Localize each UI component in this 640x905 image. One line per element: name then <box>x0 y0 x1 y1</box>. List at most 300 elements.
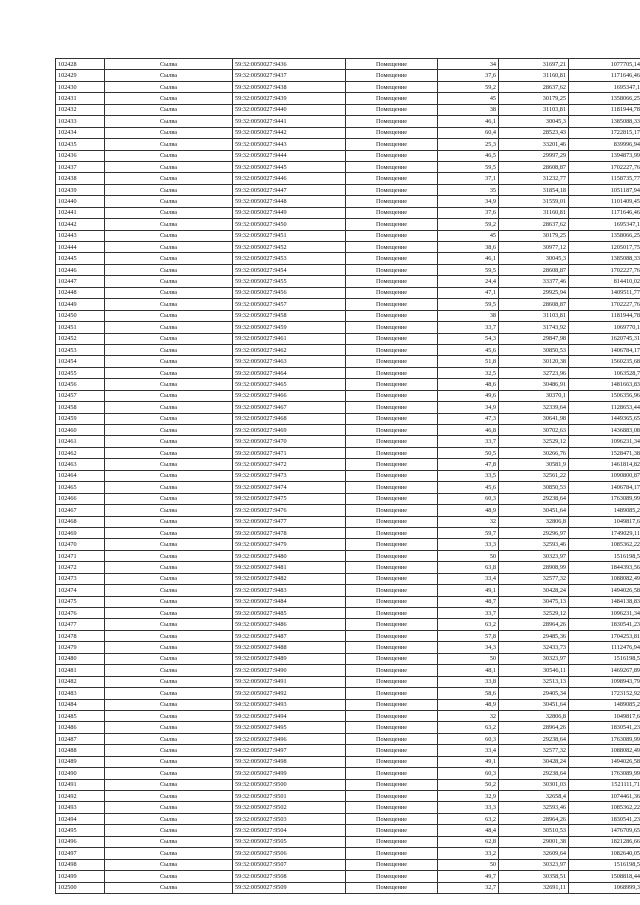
cadastral-number-cell: 59:32:0050027:9453 <box>233 253 346 264</box>
cadastral-number-cell: 59:32:0050027:9443 <box>233 139 346 150</box>
total-value-cell: 1171646,46 <box>569 207 640 218</box>
unit-value-cell: 28608,87 <box>499 161 569 172</box>
object-type-cell: Помещение <box>346 116 438 127</box>
unit-value-cell: 30370,1 <box>499 390 569 401</box>
record-number-cell: 102432 <box>56 104 105 115</box>
total-value-cell: 1702227,76 <box>569 264 640 275</box>
cadastral-number-cell: 59:32:0050027:9451 <box>233 230 346 241</box>
object-type-cell: Помещение <box>346 139 438 150</box>
locality-cell: Сылва <box>105 322 233 333</box>
total-value-cell: 1528471,38 <box>569 447 640 458</box>
object-type-cell: Помещение <box>346 367 438 378</box>
record-number-cell: 102495 <box>56 825 105 836</box>
cadastral-number-cell: 59:32:0050027:9505 <box>233 836 346 847</box>
cadastral-number-cell: 59:32:0050027:9504 <box>233 825 346 836</box>
unit-value-cell: 30451,64 <box>499 699 569 710</box>
cadastral-number-cell: 59:32:0050027:9499 <box>233 768 346 779</box>
table-row <box>56 710 640 721</box>
area-cell: 34 <box>438 59 499 70</box>
total-value-cell: 1695347,1 <box>569 219 640 230</box>
area-cell: 60,3 <box>438 493 499 504</box>
cadastral-number-cell: 59:32:0050027:9450 <box>233 219 346 230</box>
unit-value-cell: 29847,98 <box>499 333 569 344</box>
cadastral-number-cell: 59:32:0050027:9482 <box>233 573 346 584</box>
table-row <box>56 344 640 355</box>
cadastral-number-cell: 59:32:0050027:9489 <box>233 653 346 664</box>
area-cell: 32,9 <box>438 791 499 802</box>
locality-cell: Сылва <box>105 230 233 241</box>
object-type-cell: Помещение <box>346 539 438 550</box>
unit-value-cell: 29997,29 <box>499 150 569 161</box>
object-type-cell: Помещение <box>346 619 438 630</box>
table-row <box>56 665 640 676</box>
locality-cell: Сылва <box>105 836 233 847</box>
cadastral-number-cell: 59:32:0050027:9501 <box>233 791 346 802</box>
cadastral-number-cell: 59:32:0050027:9480 <box>233 550 346 561</box>
area-cell: 63,8 <box>438 562 499 573</box>
total-value-cell: 839996,94 <box>569 139 640 150</box>
unit-value-cell: 30850,53 <box>499 344 569 355</box>
unit-value-cell: 31559,01 <box>499 196 569 207</box>
total-value-cell: 1090800,87 <box>569 470 640 481</box>
table-row <box>56 482 640 493</box>
object-type-cell: Помещение <box>346 653 438 664</box>
object-type-cell: Помещение <box>346 585 438 596</box>
locality-cell: Сылва <box>105 653 233 664</box>
object-type-cell: Помещение <box>346 173 438 184</box>
cadastral-number-cell: 59:32:0050027:9445 <box>233 161 346 172</box>
unit-value-cell: 30179,25 <box>499 230 569 241</box>
cadastral-number-cell: 59:32:0050027:9471 <box>233 447 346 458</box>
table-row <box>56 516 640 527</box>
unit-value-cell: 31103,81 <box>499 310 569 321</box>
table-row <box>56 470 640 481</box>
locality-cell: Сылва <box>105 665 233 676</box>
cadastral-number-cell: 59:32:0050027:9476 <box>233 505 346 516</box>
table-row <box>56 310 640 321</box>
total-value-cell: 1484138,83 <box>569 596 640 607</box>
cadastral-number-cell: 59:32:0050027:9493 <box>233 699 346 710</box>
area-cell: 32,5 <box>438 367 499 378</box>
cadastral-number-cell: 59:32:0050027:9447 <box>233 184 346 195</box>
object-type-cell: Помещение <box>346 470 438 481</box>
unit-value-cell: 30475,13 <box>499 596 569 607</box>
total-value-cell: 1449365,65 <box>569 413 640 424</box>
unit-value-cell: 28523,43 <box>499 127 569 138</box>
area-cell: 63,2 <box>438 619 499 630</box>
record-number-cell: 102481 <box>56 665 105 676</box>
table-row <box>56 688 640 699</box>
unit-value-cell: 32529,12 <box>499 436 569 447</box>
table-row <box>56 699 640 710</box>
area-cell: 46,1 <box>438 116 499 127</box>
locality-cell: Сылва <box>105 482 233 493</box>
area-cell: 57,8 <box>438 630 499 641</box>
object-type-cell: Помещение <box>346 848 438 859</box>
object-type-cell: Помещение <box>346 402 438 413</box>
locality-cell: Сылва <box>105 562 233 573</box>
object-type-cell: Помещение <box>346 825 438 836</box>
total-value-cell: 1082640,05 <box>569 848 640 859</box>
table-row <box>56 630 640 641</box>
locality-cell: Сылва <box>105 848 233 859</box>
cadastral-number-cell: 59:32:0050027:9492 <box>233 688 346 699</box>
table-row <box>56 379 640 390</box>
locality-cell: Сылва <box>105 619 233 630</box>
unit-value-cell: 28637,62 <box>499 81 569 92</box>
unit-value-cell: 31103,81 <box>499 104 569 115</box>
table-row <box>56 59 640 70</box>
table-row <box>56 527 640 538</box>
table-row <box>56 322 640 333</box>
object-type-cell: Помещение <box>346 665 438 676</box>
cadastral-number-cell: 59:32:0050027:9461 <box>233 333 346 344</box>
locality-cell: Сылва <box>105 219 233 230</box>
record-number-cell: 102465 <box>56 482 105 493</box>
table-row <box>56 150 640 161</box>
object-type-cell: Помещение <box>346 70 438 81</box>
cadastral-number-cell: 59:32:0050027:9440 <box>233 104 346 115</box>
total-value-cell: 1702227,76 <box>569 299 640 310</box>
record-number-cell: 102484 <box>56 699 105 710</box>
area-cell: 33,7 <box>438 436 499 447</box>
record-number-cell: 102436 <box>56 150 105 161</box>
cadastral-number-cell: 59:32:0050027:9474 <box>233 482 346 493</box>
area-cell: 24,4 <box>438 276 499 287</box>
record-number-cell: 102483 <box>56 688 105 699</box>
object-type-cell: Помещение <box>346 630 438 641</box>
cadastral-number-cell: 59:32:0050027:9467 <box>233 402 346 413</box>
total-value-cell: 1063528,7 <box>569 367 640 378</box>
table-row <box>56 219 640 230</box>
table-row <box>56 81 640 92</box>
total-value-cell: 1409511,77 <box>569 287 640 298</box>
total-value-cell: 1385088,33 <box>569 253 640 264</box>
unit-value-cell: 33377,46 <box>499 276 569 287</box>
table-row <box>56 70 640 81</box>
total-value-cell: 1358066,25 <box>569 93 640 104</box>
locality-cell: Сылва <box>105 676 233 687</box>
record-number-cell: 102475 <box>56 596 105 607</box>
table-row <box>56 93 640 104</box>
area-cell: 48,9 <box>438 699 499 710</box>
table-row <box>56 207 640 218</box>
table-row <box>56 402 640 413</box>
total-value-cell: 1489085,2 <box>569 699 640 710</box>
object-type-cell: Помещение <box>346 379 438 390</box>
locality-cell: Сылва <box>105 93 233 104</box>
total-value-cell: 1821286,66 <box>569 836 640 847</box>
cadastral-number-cell: 59:32:0050027:9444 <box>233 150 346 161</box>
object-type-cell: Помещение <box>346 344 438 355</box>
locality-cell: Сылва <box>105 630 233 641</box>
table-row <box>56 413 640 424</box>
total-value-cell: 1749029,11 <box>569 527 640 538</box>
object-type-cell: Помещение <box>346 104 438 115</box>
total-value-cell: 1068999,3 <box>569 882 640 893</box>
table-row <box>56 459 640 470</box>
unit-value-cell: 30850,53 <box>499 482 569 493</box>
record-number-cell: 102454 <box>56 356 105 367</box>
total-value-cell: 1394873,99 <box>569 150 640 161</box>
unit-value-cell: 30358,51 <box>499 871 569 882</box>
area-cell: 62,8 <box>438 836 499 847</box>
unit-value-cell: 30323,97 <box>499 653 569 664</box>
record-number-cell: 102470 <box>56 539 105 550</box>
total-value-cell: 1051187,94 <box>569 184 640 195</box>
area-cell: 32 <box>438 516 499 527</box>
total-value-cell: 1723152,92 <box>569 688 640 699</box>
cadastral-number-cell: 59:32:0050027:9466 <box>233 390 346 401</box>
record-number-cell: 102479 <box>56 642 105 653</box>
object-type-cell: Помещение <box>346 791 438 802</box>
total-value-cell: 1128653,44 <box>569 402 640 413</box>
cadastral-number-cell: 59:32:0050027:9477 <box>233 516 346 527</box>
record-number-cell: 102485 <box>56 710 105 721</box>
object-type-cell: Помещение <box>346 242 438 253</box>
total-value-cell: 1516198,5 <box>569 550 640 561</box>
table-row <box>56 562 640 573</box>
table-row <box>56 436 640 447</box>
object-type-cell: Помещение <box>346 253 438 264</box>
cadastral-number-cell: 59:32:0050027:9500 <box>233 779 346 790</box>
locality-cell: Сылва <box>105 710 233 721</box>
locality-cell: Сылва <box>105 207 233 218</box>
record-number-cell: 102434 <box>56 127 105 138</box>
unit-value-cell: 32609,64 <box>499 848 569 859</box>
area-cell: 48,7 <box>438 596 499 607</box>
locality-cell: Сылва <box>105 264 233 275</box>
locality-cell: Сылва <box>105 150 233 161</box>
total-value-cell: 1406784,17 <box>569 482 640 493</box>
cadastral-number-cell: 59:32:0050027:9441 <box>233 116 346 127</box>
cadastral-number-cell: 59:32:0050027:9478 <box>233 527 346 538</box>
area-cell: 48,9 <box>438 505 499 516</box>
area-cell: 38 <box>438 104 499 115</box>
unit-value-cell: 30641,98 <box>499 413 569 424</box>
area-cell: 59,7 <box>438 527 499 538</box>
area-cell: 34,9 <box>438 196 499 207</box>
record-number-cell: 102498 <box>56 859 105 870</box>
locality-cell: Сылва <box>105 699 233 710</box>
cadastral-number-cell: 59:32:0050027:9498 <box>233 756 346 767</box>
unit-value-cell: 32577,32 <box>499 745 569 756</box>
record-number-cell: 102486 <box>56 722 105 733</box>
locality-cell: Сылва <box>105 344 233 355</box>
table-row <box>56 127 640 138</box>
table-row <box>56 745 640 756</box>
unit-value-cell: 29001,38 <box>499 836 569 847</box>
record-number-cell: 102499 <box>56 871 105 882</box>
unit-value-cell: 32339,64 <box>499 402 569 413</box>
total-value-cell: 1077705,14 <box>569 59 640 70</box>
locality-cell: Сылва <box>105 505 233 516</box>
locality-cell: Сылва <box>105 539 233 550</box>
locality-cell: Сылва <box>105 882 233 893</box>
record-number-cell: 102444 <box>56 242 105 253</box>
table-row <box>56 550 640 561</box>
object-type-cell: Помещение <box>346 81 438 92</box>
locality-cell: Сылва <box>105 745 233 756</box>
cadastral-number-cell: 59:32:0050027:9484 <box>233 596 346 607</box>
object-type-cell: Помещение <box>346 505 438 516</box>
area-cell: 33,4 <box>438 573 499 584</box>
unit-value-cell: 32658,4 <box>499 791 569 802</box>
record-number-cell: 102497 <box>56 848 105 859</box>
locality-cell: Сылва <box>105 425 233 436</box>
record-number-cell: 102429 <box>56 70 105 81</box>
object-type-cell: Помещение <box>346 745 438 756</box>
total-value-cell: 1088082,49 <box>569 573 640 584</box>
total-value-cell: 1516198,5 <box>569 653 640 664</box>
cadastral-number-cell: 59:32:0050027:9464 <box>233 367 346 378</box>
locality-cell: Сылва <box>105 139 233 150</box>
total-value-cell: 1844393,56 <box>569 562 640 573</box>
object-type-cell: Помещение <box>346 768 438 779</box>
total-value-cell: 1763089,99 <box>569 493 640 504</box>
total-value-cell: 1096231,34 <box>569 608 640 619</box>
object-type-cell: Помещение <box>346 196 438 207</box>
object-type-cell: Помещение <box>346 562 438 573</box>
unit-value-cell: 31160,81 <box>499 70 569 81</box>
area-cell: 63,2 <box>438 813 499 824</box>
area-cell: 33,2 <box>438 848 499 859</box>
unit-value-cell: 30045,3 <box>499 253 569 264</box>
record-number-cell: 102469 <box>56 527 105 538</box>
unit-value-cell: 28608,87 <box>499 299 569 310</box>
table-row <box>56 882 640 893</box>
record-number-cell: 102459 <box>56 413 105 424</box>
cadastral-number-cell: 59:32:0050027:9462 <box>233 344 346 355</box>
total-value-cell: 1158735,77 <box>569 173 640 184</box>
record-number-cell: 102496 <box>56 836 105 847</box>
object-type-cell: Помещение <box>346 779 438 790</box>
locality-cell: Сылва <box>105 333 233 344</box>
area-cell: 33,8 <box>438 676 499 687</box>
total-value-cell: 1181944,78 <box>569 310 640 321</box>
total-value-cell: 1096231,34 <box>569 436 640 447</box>
table-row <box>56 813 640 824</box>
table-row <box>56 756 640 767</box>
total-value-cell: 1049817,6 <box>569 516 640 527</box>
area-cell: 49,1 <box>438 585 499 596</box>
table-row <box>56 619 640 630</box>
area-cell: 33,3 <box>438 539 499 550</box>
unit-value-cell: 32513,13 <box>499 676 569 687</box>
area-cell: 59,5 <box>438 264 499 275</box>
record-number-cell: 102439 <box>56 184 105 195</box>
table-row <box>56 390 640 401</box>
area-cell: 63,2 <box>438 722 499 733</box>
table-row <box>56 276 640 287</box>
record-number-cell: 102466 <box>56 493 105 504</box>
object-type-cell: Помещение <box>346 356 438 367</box>
record-number-cell: 102500 <box>56 882 105 893</box>
total-value-cell: 1620745,31 <box>569 333 640 344</box>
record-number-cell: 102458 <box>56 402 105 413</box>
object-type-cell: Помещение <box>346 390 438 401</box>
table-row <box>56 802 640 813</box>
unit-value-cell: 31697,21 <box>499 59 569 70</box>
table-row <box>56 253 640 264</box>
locality-cell: Сылва <box>105 299 233 310</box>
object-type-cell: Помещение <box>346 287 438 298</box>
record-number-cell: 102472 <box>56 562 105 573</box>
total-value-cell: 1695347,1 <box>569 81 640 92</box>
table-row <box>56 722 640 733</box>
cadastral-number-cell: 59:32:0050027:9483 <box>233 585 346 596</box>
cadastral-number-cell: 59:32:0050027:9452 <box>233 242 346 253</box>
cadastral-number-cell: 59:32:0050027:9507 <box>233 859 346 870</box>
unit-value-cell: 28964,26 <box>499 813 569 824</box>
area-cell: 50 <box>438 653 499 664</box>
table-row <box>56 184 640 195</box>
object-type-cell: Помещение <box>346 756 438 767</box>
object-type-cell: Помещение <box>346 882 438 893</box>
record-number-cell: 102473 <box>56 573 105 584</box>
area-cell: 35 <box>438 184 499 195</box>
unit-value-cell: 29925,94 <box>499 287 569 298</box>
table-row <box>56 585 640 596</box>
table-row <box>56 836 640 847</box>
total-value-cell: 1074461,36 <box>569 791 640 802</box>
table-row <box>56 104 640 115</box>
object-type-cell: Помещение <box>346 333 438 344</box>
total-value-cell: 1722815,17 <box>569 127 640 138</box>
total-value-cell: 1085362,22 <box>569 539 640 550</box>
locality-cell: Сылва <box>105 104 233 115</box>
record-number-cell: 102463 <box>56 459 105 470</box>
record-number-cell: 102438 <box>56 173 105 184</box>
total-value-cell: 1516198,5 <box>569 859 640 870</box>
total-value-cell: 1358066,25 <box>569 230 640 241</box>
locality-cell: Сылва <box>105 356 233 367</box>
record-number-cell: 102464 <box>56 470 105 481</box>
area-cell: 45,6 <box>438 482 499 493</box>
locality-cell: Сылва <box>105 550 233 561</box>
total-value-cell: 1560235,68 <box>569 356 640 367</box>
object-type-cell: Помещение <box>346 688 438 699</box>
area-cell: 60,3 <box>438 733 499 744</box>
area-cell: 46,8 <box>438 425 499 436</box>
cadastral-number-cell: 59:32:0050027:9446 <box>233 173 346 184</box>
total-value-cell: 814410,02 <box>569 276 640 287</box>
unit-value-cell: 31232,77 <box>499 173 569 184</box>
unit-value-cell: 32691,11 <box>499 882 569 893</box>
cadastral-number-cell: 59:32:0050027:9479 <box>233 539 346 550</box>
object-type-cell: Помещение <box>346 550 438 561</box>
area-cell: 47,1 <box>438 287 499 298</box>
unit-value-cell: 28908,99 <box>499 562 569 573</box>
locality-cell: Сылва <box>105 367 233 378</box>
cadastral-number-cell: 59:32:0050027:9436 <box>233 59 346 70</box>
record-number-cell: 102489 <box>56 756 105 767</box>
locality-cell: Сылва <box>105 791 233 802</box>
table-row <box>56 642 640 653</box>
record-number-cell: 102452 <box>56 333 105 344</box>
total-value-cell: 1406784,17 <box>569 344 640 355</box>
locality-cell: Сылва <box>105 161 233 172</box>
cadastral-number-cell: 59:32:0050027:9496 <box>233 733 346 744</box>
table-row <box>56 539 640 550</box>
cadastral-number-cell: 59:32:0050027:9503 <box>233 813 346 824</box>
object-type-cell: Помещение <box>346 207 438 218</box>
area-cell: 50,2 <box>438 779 499 790</box>
area-cell: 33,3 <box>438 802 499 813</box>
unit-value-cell: 32806,8 <box>499 516 569 527</box>
unit-value-cell: 30323,97 <box>499 550 569 561</box>
record-number-cell: 102450 <box>56 310 105 321</box>
